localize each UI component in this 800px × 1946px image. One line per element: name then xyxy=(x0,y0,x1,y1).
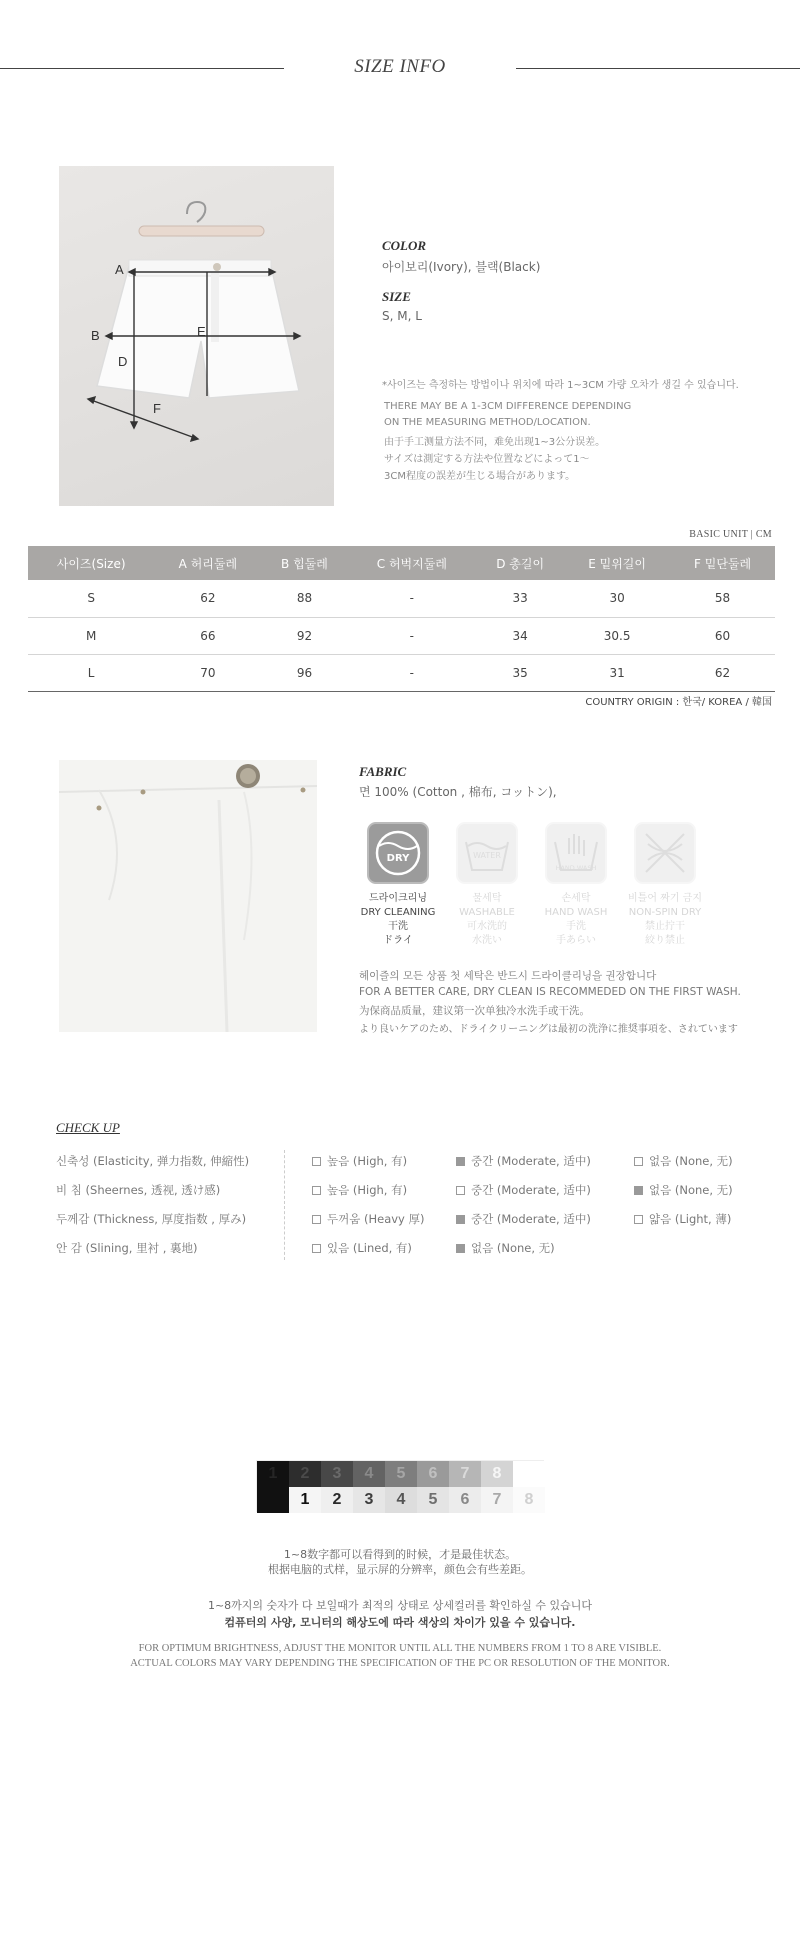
check-option[interactable] xyxy=(634,1153,733,1169)
grey-scale-number-bottom: 8 xyxy=(513,1487,545,1513)
size-note-cn: 由于手工测量方法不同，难免出现1~3公分误差。 xyxy=(384,437,606,448)
grey-scale-number-bottom: 4 xyxy=(385,1487,417,1513)
checkbox[interactable] xyxy=(312,1186,321,1195)
fabric-label: FABRIC xyxy=(359,764,407,779)
check-option[interactable] xyxy=(312,1153,407,1169)
grey-scale-strip xyxy=(256,1460,544,1512)
dry-clean-icon xyxy=(367,822,429,884)
cell: 62 xyxy=(670,654,775,691)
cell: 33 xyxy=(476,580,564,617)
header-size: 사이즈(Size) xyxy=(28,546,154,580)
check-option[interactable] xyxy=(456,1153,591,1169)
care-text: ドライ xyxy=(383,935,413,946)
header-hip: B 힙둘레 xyxy=(261,546,347,580)
check-label-elasticity: 신축성 (Elasticity, 弹力指数, 伸縮性) xyxy=(56,1154,250,1168)
option-text: 중간 (Moderate, 适中) xyxy=(471,1212,591,1226)
check-option[interactable] xyxy=(634,1211,731,1227)
check-option[interactable] xyxy=(312,1211,425,1227)
care-text: 비틀어 짜기 금지 xyxy=(628,893,702,904)
care-label-hand-wash xyxy=(531,892,621,948)
size-table-header xyxy=(28,546,775,580)
option-text: 없음 (None, 无) xyxy=(649,1154,733,1168)
check-up-title: CHECK UP xyxy=(56,1120,120,1135)
cell: 96 xyxy=(261,654,347,691)
cell: L xyxy=(28,654,154,691)
cell: - xyxy=(347,580,476,617)
care-label-non-spin xyxy=(620,892,710,948)
care-note-jp: より良いケアのため、ドライクリーニングは最初の洗浄に推奨事項を、されています xyxy=(359,1024,738,1035)
grey-scale-number-bottom: 2 xyxy=(321,1487,353,1513)
checkbox[interactable] xyxy=(456,1157,465,1166)
checkbox[interactable] xyxy=(456,1244,465,1253)
monitor-note-en-2: ACTUAL COLORS MAY VARY DEPENDING THE SPECIFICATION OF THE PC OR RESOLUTION OF THE MONITOR. xyxy=(130,1658,670,1669)
option-text: 없음 (None, 无) xyxy=(649,1183,733,1197)
non-spin-dry-icon xyxy=(634,822,696,884)
grey-scale-cell xyxy=(417,1461,449,1513)
monitor-note-cn-2: 根据电脑的式样，显示屏的分辨率，颜色会有些差距。 xyxy=(268,1563,532,1576)
size-value: S, M, L xyxy=(382,309,422,323)
page-title: SIZE INFO xyxy=(354,56,446,77)
grey-scale-number-bottom: 3 xyxy=(353,1487,385,1513)
grey-scale-number-top: 2 xyxy=(289,1461,321,1487)
care-text: DRY CLEANING xyxy=(360,907,436,918)
care-text: 干洗 xyxy=(388,921,408,932)
care-text: 手洗 xyxy=(566,921,586,932)
checkbox[interactable] xyxy=(312,1157,321,1166)
table-row xyxy=(28,654,775,691)
grey-scale-cell xyxy=(385,1461,417,1513)
monitor-note-cn-1: 1~8数字都可以看得到的时候，才是最佳状态。 xyxy=(283,1548,517,1561)
checkbox[interactable] xyxy=(634,1215,643,1224)
checkbox[interactable] xyxy=(634,1186,643,1195)
cell: 58 xyxy=(670,580,775,617)
country-origin: COUNTRY ORIGIN : 한국/ KOREA / 韓国 xyxy=(585,697,772,708)
cell: 60 xyxy=(670,617,775,654)
size-note-kr: *사이즈는 측정하는 방법이나 위치에 따라 1~3CM 가량 오차가 생길 수 있습니다. xyxy=(382,380,739,391)
option-text: 높음 (High, 有) xyxy=(327,1183,408,1197)
basic-unit-label: BASIC UNIT | CM xyxy=(689,529,772,540)
size-note-jp-2: 3CM程度の誤差が生じる場合があります。 xyxy=(384,471,576,482)
option-text: 중간 (Moderate, 适中) xyxy=(471,1183,591,1197)
care-text: 手あらい xyxy=(556,935,596,946)
grey-scale-cell xyxy=(513,1461,545,1513)
grey-scale-cell xyxy=(321,1461,353,1513)
checkbox[interactable] xyxy=(634,1157,643,1166)
washable-icon xyxy=(456,822,518,884)
care-text: HAND WASH xyxy=(544,907,608,918)
grey-scale-number-bottom: 1 xyxy=(289,1487,321,1513)
label-e: E xyxy=(197,324,206,339)
color-value: 아이보리(Ivory), 블랙(Black) xyxy=(382,260,541,274)
cell: 34 xyxy=(476,617,564,654)
table-row xyxy=(28,580,775,617)
cell: 66 xyxy=(154,617,261,654)
grey-scale-number-top xyxy=(513,1461,545,1487)
size-table xyxy=(28,546,775,692)
cell: 30.5 xyxy=(564,617,670,654)
cell: - xyxy=(347,617,476,654)
denim-closeup-illustration xyxy=(59,760,317,1032)
grey-scale-number-top: 7 xyxy=(449,1461,481,1487)
grey-scale-number-bottom xyxy=(257,1487,289,1513)
cell: 30 xyxy=(564,580,670,617)
header-hem: F 밑단둘레 xyxy=(670,546,775,580)
grey-scale-cell xyxy=(289,1461,321,1513)
check-option[interactable] xyxy=(456,1240,555,1256)
fabric-detail-photo xyxy=(59,760,317,1032)
monitor-note-en-1: FOR OPTIMUM BRIGHTNESS, ADJUST THE MONITOR UNTIL ALL THE NUMBERS FROM 1 TO 8 ARE VISIBLE. xyxy=(138,1643,662,1654)
hand-wash-icon xyxy=(545,822,607,884)
grey-scale-number-top: 6 xyxy=(417,1461,449,1487)
checkbox[interactable] xyxy=(456,1186,465,1195)
cell: 88 xyxy=(261,580,347,617)
option-text: 두꺼움 (Heavy 厚) xyxy=(327,1212,425,1226)
grey-scale-cell xyxy=(353,1461,385,1513)
cell: 92 xyxy=(261,617,347,654)
monitor-note-kr-2: 컴퓨터의 사양, 모니터의 해상도에 따라 색상의 차이가 있을 수 있습니다. xyxy=(224,1616,576,1629)
label-b: B xyxy=(91,328,100,343)
option-text: 중간 (Moderate, 适中) xyxy=(471,1154,591,1168)
care-text: 可水洗的 xyxy=(467,921,507,932)
grey-scale-cell xyxy=(481,1461,513,1513)
grey-scale-number-top: 3 xyxy=(321,1461,353,1487)
table-row xyxy=(28,617,775,654)
grey-scale-cell xyxy=(257,1461,289,1513)
fabric-value: 면 100% (Cotton , 棉布, コットン), xyxy=(359,785,557,799)
care-text: 드라이크리닝 xyxy=(369,893,427,904)
check-label-lining: 안 감 (Slining, 里衬 , 裏地) xyxy=(56,1241,198,1255)
care-text: 絞り禁止 xyxy=(645,935,685,946)
checkbox[interactable] xyxy=(456,1215,465,1224)
care-text: 물세탁 xyxy=(472,893,502,904)
label-f: F xyxy=(153,401,161,416)
cell: 31 xyxy=(564,654,670,691)
size-note-en-2: ON THE MEASURING METHOD/LOCATION. xyxy=(384,417,591,428)
check-label-sheerness: 비 침 (Sheernes, 透视, 透け感) xyxy=(56,1183,221,1197)
grey-scale-number-bottom: 5 xyxy=(417,1487,449,1513)
header-length: D 총길이 xyxy=(476,546,564,580)
cell: 62 xyxy=(154,580,261,617)
care-label-dry xyxy=(353,892,443,948)
grey-scale-number-bottom: 7 xyxy=(481,1487,513,1513)
grey-scale-number-top: 8 xyxy=(481,1461,513,1487)
check-option[interactable] xyxy=(634,1182,733,1198)
grey-scale-number-top: 1 xyxy=(257,1461,289,1487)
checkbox[interactable] xyxy=(312,1215,321,1224)
check-option[interactable] xyxy=(456,1182,591,1198)
check-label-thickness: 두께감 (Thickness, 厚度指数 , 厚み) xyxy=(56,1212,247,1226)
check-up-divider xyxy=(284,1150,285,1260)
cell: - xyxy=(347,654,476,691)
care-note-en: FOR A BETTER CARE, DRY CLEAN IS RECOMMEDED ON THE FIRST WASH. xyxy=(359,986,741,998)
care-text: 禁止拧干 xyxy=(645,921,685,932)
cell: 35 xyxy=(476,654,564,691)
size-label: SIZE xyxy=(382,289,411,304)
option-text: 높음 (High, 有) xyxy=(327,1154,408,1168)
size-note-en-1: THERE MAY BE A 1-3CM DIFFERENCE DEPENDING xyxy=(384,401,632,412)
option-text: 있음 (Lined, 有) xyxy=(327,1241,412,1255)
care-text: 水洗い xyxy=(472,935,502,946)
label-d: D xyxy=(118,354,128,369)
check-option[interactable] xyxy=(312,1240,412,1256)
cell: S xyxy=(28,580,154,617)
header-waist: A 허리둘레 xyxy=(154,546,261,580)
care-text: 손세탁 xyxy=(561,893,591,904)
cell: 70 xyxy=(154,654,261,691)
size-note-jp-1: サイズは測定する方法や位置などによって1〜 xyxy=(384,454,590,465)
check-option[interactable] xyxy=(312,1182,407,1198)
care-text: NON-SPIN DRY xyxy=(628,907,702,918)
product-measure-photo xyxy=(59,166,334,506)
care-note-cn: 为保商品质量，建议第一次单独冷水洗手或干洗。 xyxy=(359,1005,590,1017)
care-note-kr: 헤이즐의 모든 상품 첫 세탁은 반드시 드라이클리닝을 권장합니다 xyxy=(359,970,657,982)
dry-badge: DRY xyxy=(386,853,410,864)
option-text: 없음 (None, 无) xyxy=(471,1241,555,1255)
grey-scale-number-bottom: 6 xyxy=(449,1487,481,1513)
check-option[interactable] xyxy=(456,1211,591,1227)
hand-wash-badge: HAND WASH xyxy=(555,864,597,872)
color-label: COLOR xyxy=(382,238,427,253)
header-thigh: C 허벅지둘레 xyxy=(347,546,476,580)
grey-scale-number-top: 5 xyxy=(385,1461,417,1487)
grey-scale-number-top: 4 xyxy=(353,1461,385,1487)
header-rise: E 밑위길이 xyxy=(564,546,670,580)
label-a: A xyxy=(115,262,124,277)
care-label-washable xyxy=(442,892,532,948)
option-text: 얇음 (Light, 薄) xyxy=(649,1212,732,1226)
checkbox[interactable] xyxy=(312,1244,321,1253)
care-text: WASHABLE xyxy=(459,907,515,918)
water-badge: WATER xyxy=(473,851,501,860)
cell: M xyxy=(28,617,154,654)
monitor-note-kr-1: 1~8까지의 숫자가 다 보일때가 최적의 상태로 상세컬러를 확인하실 수 있습니다 xyxy=(207,1599,593,1612)
grey-scale-cell xyxy=(449,1461,481,1513)
